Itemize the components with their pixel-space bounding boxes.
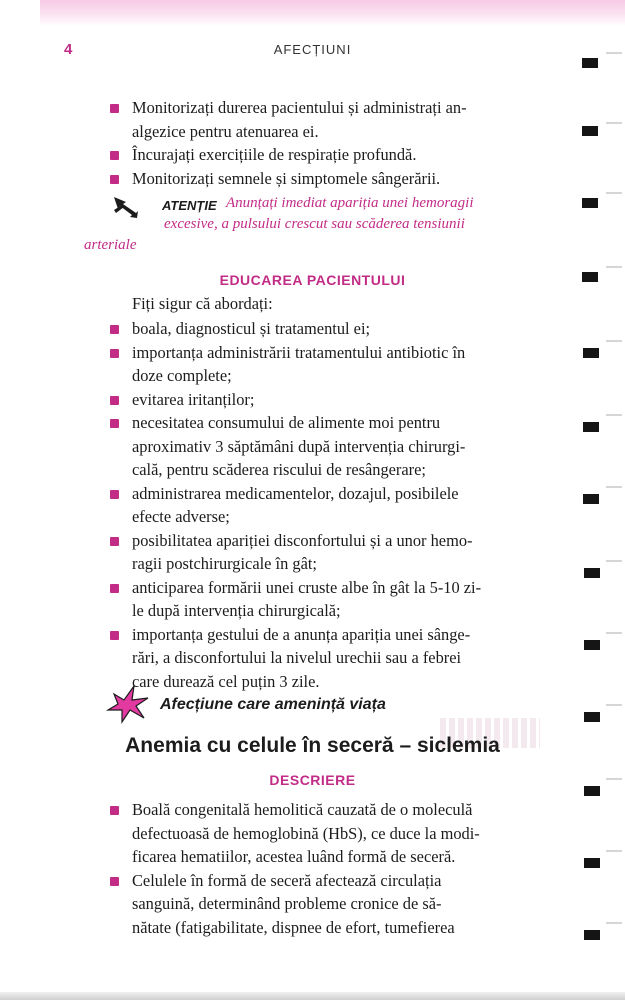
running-head: AFECȚIUNI	[273, 42, 352, 57]
square-bullet-icon	[110, 490, 119, 499]
index-tab-edge	[606, 122, 622, 124]
index-tab-edge	[606, 52, 622, 54]
interventions-list	[108, 96, 552, 190]
page-bottom-edge	[0, 992, 625, 1000]
square-bullet-icon	[110, 631, 119, 640]
line: doze complete;	[132, 366, 232, 385]
line: necesitatea consumului de alimente moi pentru	[132, 413, 441, 432]
index-tab-edge	[606, 632, 622, 634]
page-number: 4	[64, 41, 73, 58]
index-tab-edge	[606, 340, 622, 342]
square-bullet-icon	[110, 325, 119, 334]
attention-label: ATENȚIE	[162, 198, 217, 213]
index-tab-edge	[606, 778, 622, 780]
index-tab-mark	[582, 58, 598, 68]
interventions-section	[108, 96, 552, 190]
list-item	[108, 529, 552, 576]
square-bullet-icon	[110, 419, 119, 428]
line: Monitorizați semnele și simptomele sângerării.	[132, 168, 441, 188]
list-item	[108, 482, 552, 529]
line: evitarea iritanților;	[132, 389, 255, 409]
index-tab-mark	[584, 930, 600, 940]
index-tab-mark	[584, 568, 600, 578]
line: anticiparea formării unei cruste albe în gât la 5-10 zi-	[132, 577, 482, 597]
attention-arrow-icon	[112, 193, 140, 219]
life-threatening-label: Afecțiune care amenință viața	[160, 696, 386, 713]
line: ragii postchirurgicale în gât;	[132, 554, 317, 573]
patient-education-list	[108, 317, 552, 693]
index-tab-edge	[606, 192, 622, 194]
square-bullet-icon	[110, 104, 119, 113]
attention-text-line-3: arteriale	[84, 237, 137, 253]
list-item	[108, 317, 552, 341]
description-heading: DESCRIERE	[269, 772, 356, 788]
line: efecte adverse;	[132, 507, 230, 526]
condition-title: Anemia cu celule în seceră – siclemia	[125, 734, 500, 757]
square-bullet-icon	[110, 349, 119, 358]
index-tab-mark	[582, 198, 598, 208]
line: Boală congenitală hemolitică cauzată de o moleculă	[132, 800, 473, 819]
line: ficarea hematiilor, acestea luând formă de seceră.	[132, 847, 456, 866]
square-bullet-icon	[110, 175, 119, 184]
index-tab-edge	[606, 414, 622, 416]
square-bullet-icon	[110, 151, 119, 160]
top-color-band	[40, 0, 625, 26]
list-item	[108, 869, 552, 940]
line: posibilitatea apariției disconfortului și a unor hemo-	[132, 530, 473, 550]
line: nătate (fatigabilitate, dispnee de efort, tumefierea	[132, 917, 455, 937]
index-tab-mark	[584, 786, 600, 796]
line: Monitorizați durerea pacientului și administrați an-	[132, 98, 467, 117]
square-bullet-icon	[110, 584, 119, 593]
attention-text-line-1: Anunțați imediat apariția unei hemoragii	[226, 195, 474, 211]
list-item	[108, 167, 552, 191]
line: algezice pentru atenuarea ei.	[132, 121, 319, 141]
line: boala, diagnosticul și tratamentul ei;	[132, 319, 371, 338]
attention-text-line-2: excesive, a pulsului crescut sau scăderea tensiunii	[164, 216, 465, 232]
index-tab-edge	[606, 922, 622, 924]
list-item	[108, 341, 552, 388]
line: defectuoasă de hemoglobină (HbS), ce duce la modi-	[132, 823, 480, 843]
line: le după intervenția chirurgicală;	[132, 601, 341, 620]
line: Celulele în formă de seceră afectează circulația	[132, 870, 442, 890]
list-item	[108, 143, 552, 167]
index-tab-edge	[606, 560, 622, 562]
list-item	[108, 798, 552, 869]
index-tab-mark	[583, 422, 599, 432]
patient-education-intro: Fiți sigur că abordați:	[132, 294, 273, 313]
index-tab-mark	[582, 126, 598, 136]
list-item	[108, 411, 552, 482]
burst-star-icon	[100, 680, 152, 724]
line: administrarea medicamentelor, dozajul, posibilele	[132, 483, 459, 503]
line: rări, a disconfortului la nivelul urechii sau a febrei	[132, 648, 462, 667]
line: aproximativ 3 săptămâni după intervenția chirurgi-	[132, 436, 466, 456]
index-tab-edge	[606, 704, 622, 706]
index-tab-mark	[584, 640, 600, 650]
patient-education-section	[108, 317, 552, 693]
index-tab-mark	[583, 494, 599, 504]
index-tab-edge	[606, 850, 622, 852]
list-item	[108, 96, 552, 143]
square-bullet-icon	[110, 877, 119, 886]
line: Încurajați exercițiile de respirație profundă.	[132, 145, 417, 164]
list-item	[108, 388, 552, 412]
index-tab-mark	[582, 272, 598, 282]
square-bullet-icon	[110, 537, 119, 546]
index-tab-mark	[584, 858, 600, 868]
line: importanța gestului de a anunța apariția unei sânge-	[132, 624, 471, 644]
line: care durează cel puțin 3 zile.	[132, 671, 320, 691]
description-list	[108, 798, 552, 939]
patient-education-heading: EDUCAREA PACIENTULUI	[219, 272, 406, 288]
list-item	[108, 576, 552, 623]
index-tab-edge	[606, 486, 622, 488]
line: cală, pentru scăderea riscului de resângerare;	[132, 460, 426, 479]
line: importanța administrării tratamentului antibiotic în	[132, 342, 466, 362]
square-bullet-icon	[110, 396, 119, 405]
index-tab-mark	[583, 348, 599, 358]
index-tab-mark	[584, 712, 600, 722]
square-bullet-icon	[110, 806, 119, 815]
description-section	[108, 798, 552, 939]
line: sanguină, determinând probleme cronice de să-	[132, 894, 442, 913]
index-tab-edge	[606, 266, 622, 268]
